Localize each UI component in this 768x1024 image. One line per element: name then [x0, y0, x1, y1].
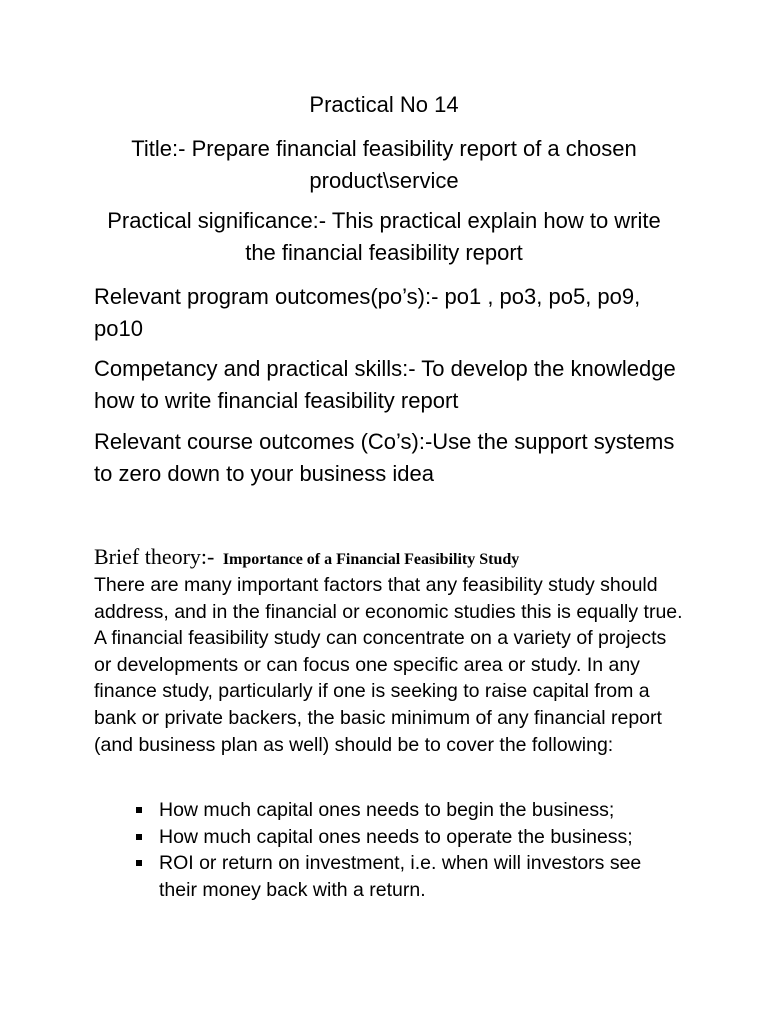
practical-significance: Practical significance:- This practical explain how to write the financial feasibility report: [107, 208, 661, 265]
competency-text: Competancy and practical skills:- To develop the knowledge how to write financial feasibility report: [94, 356, 676, 413]
square-bullet-icon: [136, 834, 142, 840]
list-item: [132, 850, 662, 903]
square-bullet-icon: [136, 807, 142, 813]
practical-number-heading: Practical No 14: [309, 92, 459, 117]
theory-paragraph: There are many important factors that any feasibility study should address, and in the financial or economic studies this is equally true. A financial feasibility study can concentrate on a variety of projects or developments or can focus one specific area or study. In any finance study, particularly if one is seeking to raise capital from a bank or private backers, the basic minimum of any financial report (and business plan as well) should be to cover the following:: [94, 574, 683, 756]
list-item-text: How much capital ones needs to begin the business;: [159, 799, 615, 821]
brief-theory-line: [94, 542, 714, 575]
requirements-list: [132, 797, 662, 903]
list-item: [132, 797, 662, 824]
course-outcomes-text: Relevant course outcomes (Co’s):-Use the support systems to zero down to your business idea: [94, 429, 675, 486]
program-outcomes-text: Relevant program outcomes(po’s):- po1 , po3, po5, po9, po10: [94, 284, 641, 341]
brief-theory-label: Brief theory:-: [94, 544, 215, 569]
list-item-text: ROI or return on investment, i.e. when will investors see their money back with a return.: [159, 852, 642, 901]
list-item: [132, 824, 662, 851]
list-item-text: How much capital ones needs to operate the business;: [159, 825, 633, 848]
brief-theory-heading: Importance of a Financial Feasibility Study: [222, 551, 520, 568]
practical-title: Title:- Prepare financial feasibility report of a chosen product\service: [131, 136, 637, 193]
square-bullet-icon: [136, 860, 142, 866]
